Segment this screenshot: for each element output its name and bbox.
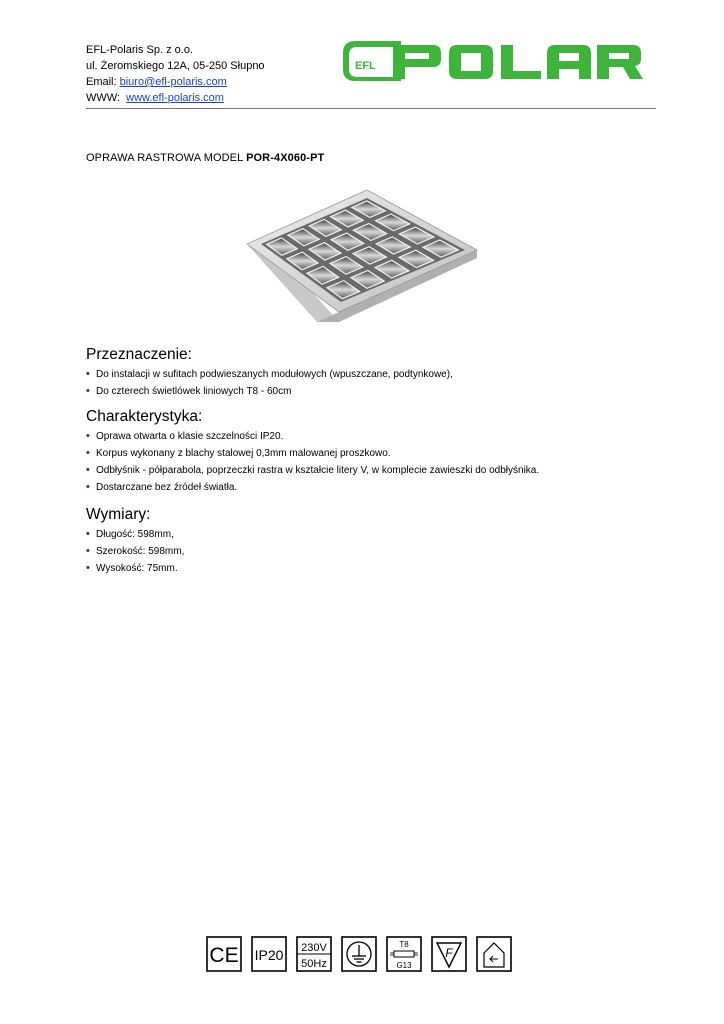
list-item: • Oprawa otwarta o klasie szczelności IP20.: [86, 428, 686, 445]
email-line: [86, 74, 265, 90]
product-model: POR-4X060-PT: [246, 152, 325, 164]
socket-type-text: G13: [396, 961, 412, 970]
indoor-use-icon: [476, 936, 512, 972]
email-link[interactable]: biuro@efl-polaris.com: [119, 76, 227, 88]
bullet-list: [86, 366, 686, 400]
list-item: • Szerokość: 598mm,: [86, 543, 686, 560]
ce-mark-icon: [206, 936, 242, 972]
t8-tube-icon: [386, 936, 422, 972]
bullet-icon: •: [86, 545, 90, 557]
voltage-icon: [296, 936, 332, 972]
bullet-icon: •: [86, 464, 90, 476]
bullet-icon: •: [86, 528, 90, 540]
product-photo: [243, 186, 481, 324]
list-item: • Korpus wykonany z blachy stalowej 0,3mm malowanej proszkowo.: [86, 445, 686, 462]
bullet-list: [86, 428, 686, 496]
voltage-text: 230V: [301, 942, 327, 954]
section-dimensions: [86, 506, 686, 577]
ip20-icon: [251, 936, 287, 972]
email-label: Email:: [86, 76, 117, 88]
bullet-icon: •: [86, 385, 90, 397]
f-mark-text: F: [445, 946, 453, 960]
product-title: [86, 152, 324, 164]
bullet-list: [86, 526, 686, 577]
bullet-icon: •: [86, 562, 90, 574]
bullet-icon: •: [86, 430, 90, 442]
www-line: [86, 90, 265, 106]
company-address: ul. Żeromskiego 12A, 05-250 Słupno: [86, 60, 265, 72]
header-divider: [86, 108, 656, 109]
section-heading: Charakterystyka:: [86, 408, 203, 425]
f-mark-icon: [431, 936, 467, 972]
company-info: [86, 42, 265, 106]
ip-text: IP20: [254, 947, 284, 963]
list-item: • Wysokość: 75mm.: [86, 560, 686, 577]
polaris-logo: [341, 39, 661, 83]
bullet-icon: •: [86, 447, 90, 459]
logo-efl-text: EFL: [355, 60, 376, 72]
www-link[interactable]: www.efl-polaris.com: [126, 92, 224, 104]
section-heading: Przeznaczenie:: [86, 346, 192, 363]
list-item: • Do czterech świetlówek liniowych T8 - 60cm: [86, 383, 686, 400]
frequency-text: 50Hz: [301, 958, 327, 970]
section-heading: Wymiary:: [86, 506, 151, 523]
ce-text: CE: [209, 944, 239, 967]
list-item: • Dostarczane bez źródeł światła.: [86, 479, 686, 496]
list-item: • Odbłyśnik - półparabola, poprzeczki rastra w kształcie litery V, w komplecie zawieszki do odbłyśnika.: [86, 462, 686, 479]
tube-type-text: T8: [399, 940, 409, 949]
section-characteristics: [86, 408, 686, 496]
list-item: • Długość: 598mm,: [86, 526, 686, 543]
www-label: WWW:: [86, 92, 121, 104]
protective-earth-icon: [341, 936, 377, 972]
product-title-prefix: OPRAWA RASTROWA MODEL: [86, 152, 243, 164]
bullet-icon: •: [86, 368, 90, 380]
section-purpose: [86, 346, 686, 400]
company-name: EFL-Polaris Sp. z o.o.: [86, 44, 193, 56]
list-item: • Do instalacji w sufitach podwieszanych modułowych (wpuszczane, podtynkowe),: [86, 366, 686, 383]
bullet-icon: •: [86, 481, 90, 493]
